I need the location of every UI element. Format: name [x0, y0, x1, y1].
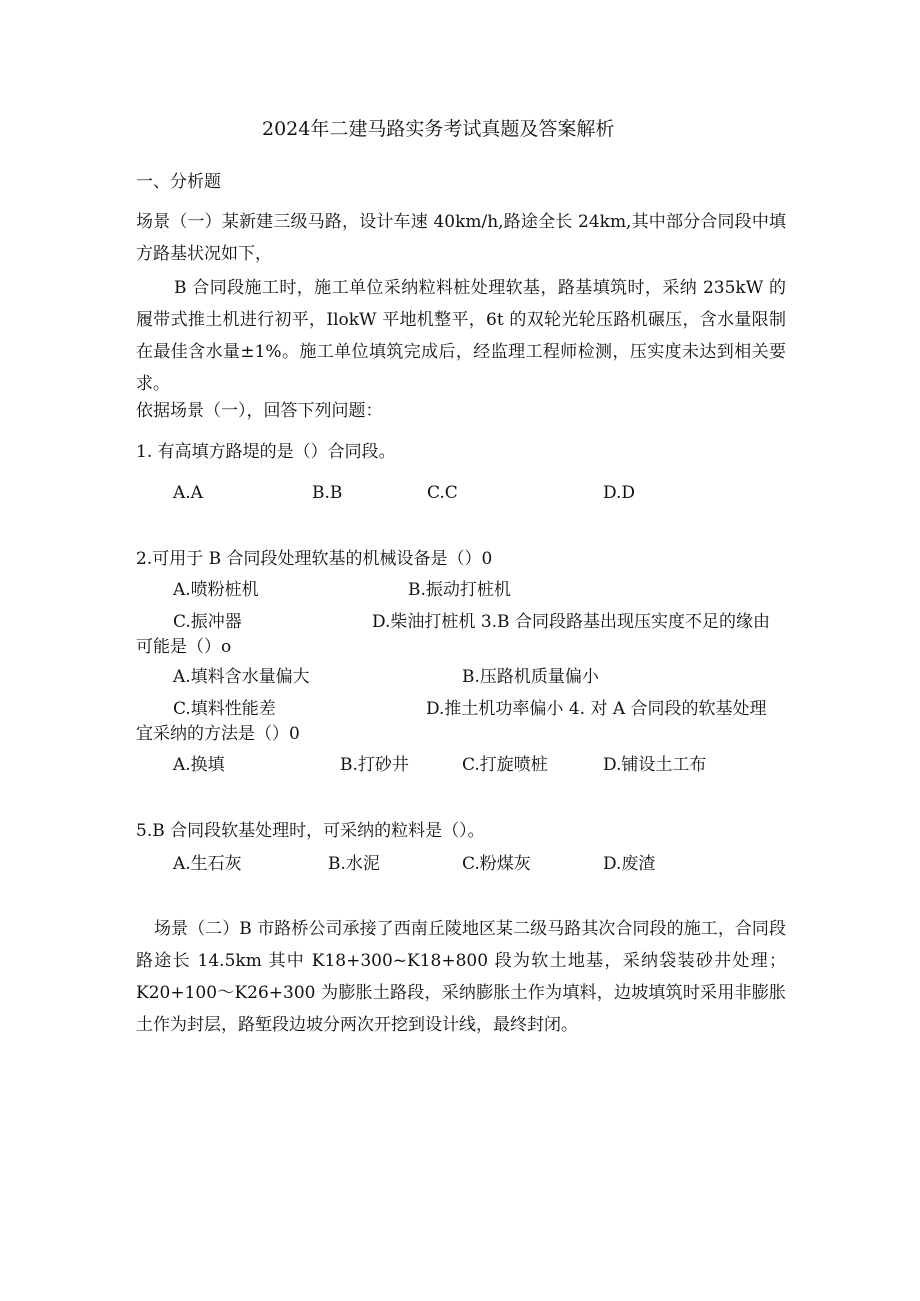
- question-2-option-a: A.喷粉桩机: [173, 580, 259, 600]
- section-heading: 一、分析题: [136, 172, 221, 192]
- question-1-option-d: D.D: [603, 483, 636, 503]
- scenario1-body: B 合同段施工时，施工单位采纳粒料桩处理软基，路基填筑时，采纳 235kW 的履带式推土机进行初平，IlokW 平地机整平，6t 的双轮光轮压路机碾压，含水量限制在最佳含水量±1%。施工单位填筑完成后，经监理工程师检测，压实度未达到相关要求。: [136, 278, 786, 394]
- question-3-stem-continued: 可能是（）o: [136, 637, 232, 657]
- question-4-option-d: D.铺设土工布: [603, 755, 707, 775]
- question-5-stem: 5.B 合同段软基处理时，可采纳的粒料是（）。: [136, 821, 485, 841]
- question-3-option-d-and-question-4-stem: D.推土机功率偏小 4. 对 A 合同段的软基处理: [426, 699, 767, 719]
- question-1-stem: 1. 有高填方路堤的是（）合同段。: [136, 442, 396, 462]
- question-5-option-a: A.生石灰: [173, 854, 242, 874]
- question-5-option-b: B.水泥: [328, 854, 380, 874]
- scenario2-body: 场景（二）B 市路桥公司承接了西南丘陵地区某二级马路其次合同段的施工，合同段路途长 14.5km 其中 K18+300~K18+800 段为软土地基，采纳袋装砂井处理；K20+100〜K26+300 为膨胀土路段，采纳膨胀土作为填料，边坡填筑时采用非膨胀土作为封层，路堑段边坡分两次开挖到设计线，最终封闭。: [136, 919, 786, 1035]
- question-2-option-c: C.振冲器: [173, 612, 242, 632]
- question-1-option-a: A.A: [173, 483, 203, 503]
- question-2-option-b: B.振动打桩机: [408, 580, 511, 600]
- question-2-stem: 2.可用于 B 合同段处理软基的机械设备是（）0: [136, 549, 493, 569]
- scenario1-prompt: 依据场景（一），回答下列问题：: [136, 401, 383, 421]
- question-4-option-b: B.打砂井: [340, 755, 409, 775]
- question-3-option-b: B.压路机质量偏小: [462, 667, 599, 687]
- question-4-option-a: A.换填: [173, 755, 225, 775]
- question-4-stem-continued: 宜采纳的方法是（）0: [136, 724, 300, 744]
- question-1-option-c: C.C: [427, 483, 458, 503]
- question-3-option-c: C.填料性能差: [173, 699, 276, 719]
- question-4-option-c: C.打旋喷桩: [462, 755, 548, 775]
- question-5-option-d: D.废渣: [603, 854, 656, 874]
- question-2-option-d-and-question-3-stem: D.柴油打桩机 3.B 合同段路基出现压实度不足的缘由: [372, 612, 770, 632]
- question-3-option-a: A.填料含水量偏大: [173, 667, 310, 687]
- document-title: 2024年二建马路实务考试真题及答案解析: [262, 118, 615, 140]
- question-5-option-c: C.粉煤灰: [462, 854, 531, 874]
- scenario1-intro: 场景（一）某新建三级马路，设计车速 40km/h,路途全长 24km,其中部分合同段中填方路基状况如下，: [136, 212, 786, 264]
- question-1-option-b: B.B: [312, 483, 343, 503]
